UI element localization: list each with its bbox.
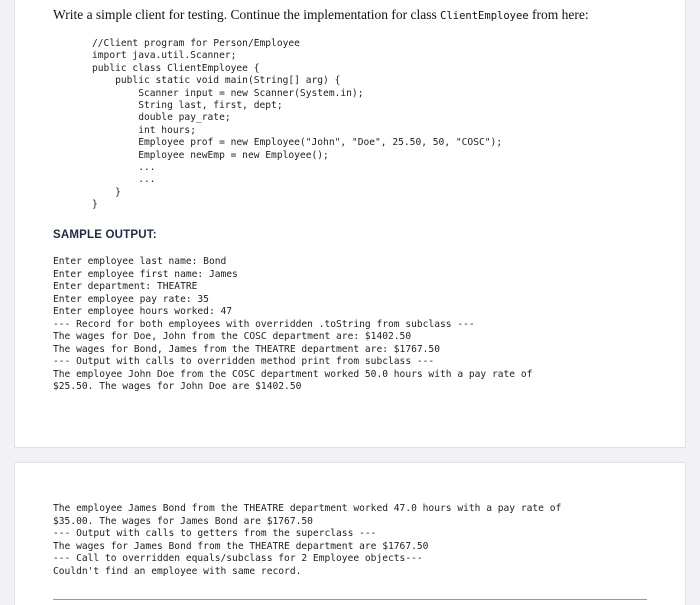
code-line: ... — [92, 174, 156, 186]
output-line: Enter employee first name: James — [53, 268, 238, 280]
code-line: Scanner input = new Scanner(System.in); — [92, 87, 364, 99]
output-line: The wages for James Bond from the THEATRE department are $1767.50 — [53, 540, 429, 552]
continued-output-card — [14, 462, 686, 605]
code-line: Employee prof = new Employee("John", "Doe", 25.50, 50, "COSC"); — [92, 137, 503, 149]
output-line: --- Output with calls to overridden method print from subclass --- — [53, 356, 435, 367]
output-line: Enter employee pay rate: 35 — [53, 293, 209, 305]
question-prompt — [53, 7, 589, 23]
output-line: Enter employee last name: Bond — [53, 256, 227, 267]
output-line: --- Output with calls to getters from the superclass --- — [53, 528, 377, 539]
output-line: Enter employee hours worked: 47 — [53, 306, 233, 317]
class-name-inline-code: ClientEmployee — [440, 10, 529, 22]
code-line: //Client program for Person/Employee — [92, 38, 300, 49]
code-line: } — [92, 199, 98, 211]
code-line: int hours; — [92, 124, 196, 136]
code-line: Employee newEmp = new Employee(); — [92, 149, 329, 161]
question-card — [14, 0, 686, 448]
code-line: import java.util.Scanner; — [92, 50, 237, 62]
output-line: The employee John Doe from the COSC department worked 50.0 hours with a pay rate of — [53, 368, 533, 380]
output-line: The wages for Doe, John from the COSC department are: $1402.50 — [53, 331, 412, 342]
code-line: String last, first, dept; — [92, 99, 283, 111]
output-line: Enter department: THEATRE — [53, 281, 198, 292]
code-line: double pay_rate; — [92, 112, 231, 124]
code-line: } — [92, 186, 121, 198]
output-line: $35.00. The wages for James Bond are $1767.50 — [53, 515, 313, 527]
output-line: The wages for Bond, James from the THEATRE department are: $1767.50 — [53, 343, 440, 355]
code-line: ... — [92, 161, 156, 173]
code-line: public static void main(String[] arg) { — [92, 75, 341, 87]
continued-output-block — [53, 503, 561, 578]
output-line: --- Record for both employees with overridden .toString from subclass --- — [53, 318, 475, 330]
code-line: public class ClientEmployee { — [92, 62, 260, 74]
output-line: The employee James Bond from the THEATRE department worked 47.0 hours with a pay rate of — [53, 503, 562, 514]
sample-output-block — [53, 256, 532, 394]
sample-output-heading: SAMPLE OUTPUT: — [53, 229, 157, 241]
output-line: Couldn't find an employee with same record. — [53, 565, 302, 577]
code-block — [92, 38, 502, 211]
output-line: --- Call to overridden equals/subclass for 2 Employee objects--- — [53, 553, 423, 564]
divider — [53, 599, 647, 600]
prompt-text-end: from here: — [528, 7, 589, 22]
output-line: $25.50. The wages for John Doe are $1402.50 — [53, 381, 302, 392]
prompt-text: Write a simple client for testing. Continue the implementation for class — [53, 7, 441, 22]
